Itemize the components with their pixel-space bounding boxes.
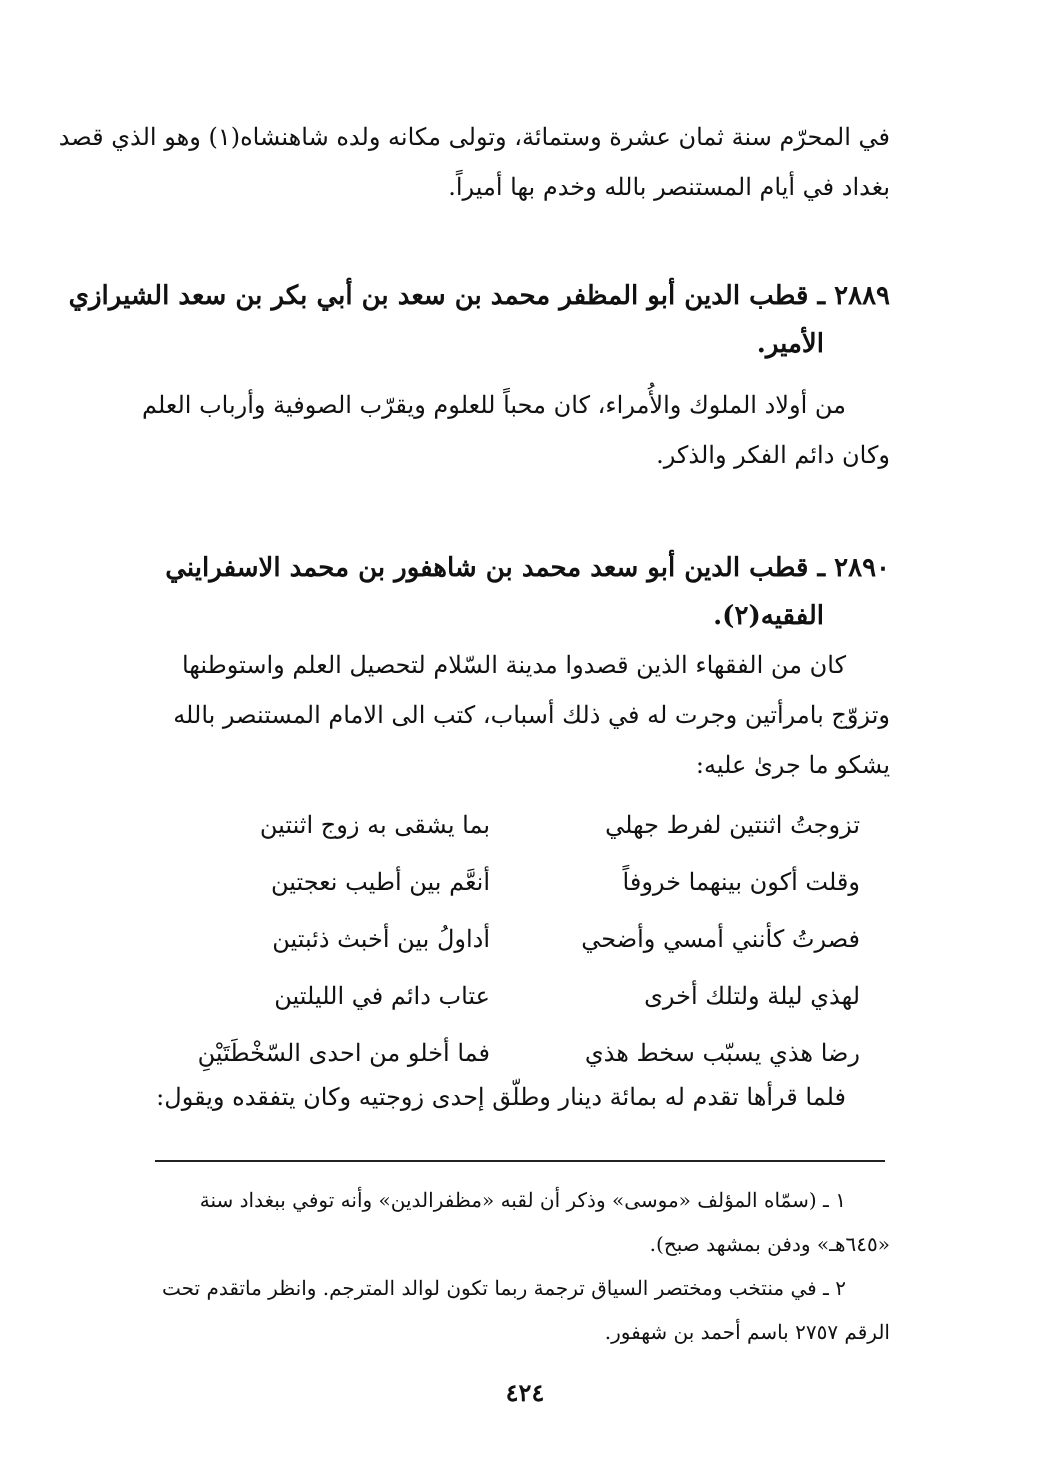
- footnote-line: ١ ـ (سمّاه المؤلف «موسى» وذكر أن لقبه «مظفرالدين» وأنه توفي ببغداد سنة: [199, 1188, 846, 1212]
- poem-verse: [160, 967, 860, 1024]
- intro-paragraph: [58, 112, 890, 212]
- text-line: فلما قرأها تقدم له بمائة دينار وطلّق إحدى زوجتيه وكان يتفقده ويقول:: [156, 1083, 846, 1111]
- entry-title-line: ٢٨٩٠ ـ قطب الدين أبو سعد محمد بن شاهفور بن محمد الاسفرايني: [165, 553, 890, 583]
- verse-second-hemistich: فما أخلو من احدى السّخْطَتَيْنِ: [197, 1038, 490, 1067]
- text-line: يشكو ما جرىٰ عليه:: [695, 751, 890, 779]
- verse-first-hemistich: وقلت أكون بينهما خروفاً: [622, 867, 860, 896]
- entry-title-2889: [68, 272, 890, 368]
- page-number: ٤٢٤: [505, 1378, 545, 1407]
- poem-verse: [160, 853, 860, 910]
- verse-second-hemistich: بما يشقى به زوج اثنتين: [259, 810, 490, 839]
- entry-body-2890: [160, 640, 890, 790]
- text-line: من أولاد الملوك والأُمراء، كان محباً للعلوم ويقرّب الصوفية وأرباب العلم: [141, 391, 846, 419]
- verse-second-hemistich: أداولُ بين أخبث ذئبتين: [272, 924, 490, 953]
- footnote-divider: [155, 1160, 885, 1162]
- verse-first-hemistich: لهذي ليلة ولتلك أخرى: [644, 981, 860, 1010]
- text-line: بغداد في أيام المستنصر بالله وخدم بها أميراً.: [448, 173, 890, 201]
- verse-first-hemistich: رضا هذي يسبّب سخط هذي: [584, 1038, 860, 1067]
- text-line: وكان دائم الفكر والذكر.: [656, 441, 890, 469]
- verse-second-hemistich: عتاب دائم في الليلتين: [274, 981, 490, 1010]
- entry-body-2889: [141, 380, 890, 480]
- verse-first-hemistich: فصرتُ كأنني أمسي وأضحي: [581, 924, 860, 953]
- poem-verse: [160, 910, 860, 967]
- footnote-line: ٢ ـ في منتخب ومختصر السياق ترجمة ربما تكون لوالد المترجم. وانظر ماتقدم تحت: [161, 1276, 846, 1300]
- poem: [160, 796, 860, 1081]
- text-line: وتزوّج بامرأتين وجرت له في ذلك أسباب، كتب الى الامام المستنصر بالله: [173, 701, 890, 729]
- text-line: كان من الفقهاء الذين قصدوا مدينة السّلام لتحصيل العلم واستوطنها: [181, 651, 846, 679]
- entry-title-line: ٢٨٨٩ ـ قطب الدين أبو المظفر محمد بن سعد بن أبي بكر بن سعد الشيرازي: [68, 281, 890, 311]
- entry-title-line: الأمير.: [756, 329, 824, 359]
- poem-verse: [160, 796, 860, 853]
- after-poem-paragraph: [156, 1072, 890, 1122]
- footnote-line: الرقم ٢٧٥٧ باسم أحمد بن شهفور.: [604, 1320, 890, 1344]
- footnotes: [160, 1178, 890, 1354]
- footnote-line: «٦٤٥هـ» ودفن بمشهد صبح).: [649, 1232, 890, 1256]
- verse-second-hemistich: أنعَّم بين أطيب نعجتين: [270, 867, 490, 896]
- entry-title-line: الفقيه(٢).: [713, 601, 824, 631]
- entry-title-2890: [160, 544, 890, 640]
- text-line: في المحرّم سنة ثمان عشرة وستمائة، وتولى مكانه ولده شاهنشاه(١) وهو الذي قصد: [58, 123, 890, 151]
- verse-first-hemistich: تزوجتُ اثنتين لفرط جهلي: [605, 810, 860, 839]
